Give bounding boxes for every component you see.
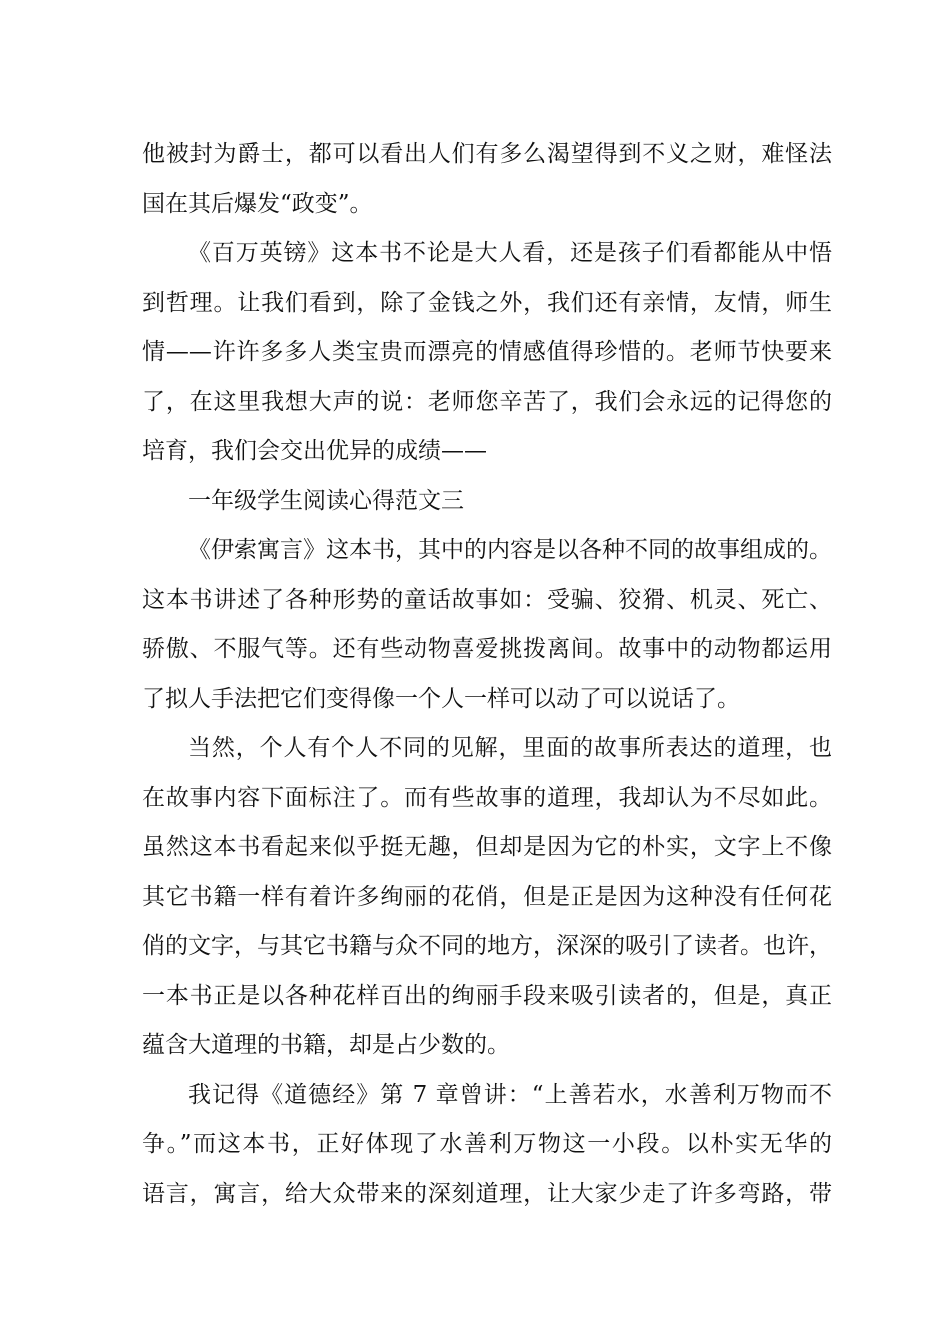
text-line: 培育，我们会交出优异的成绩—— (142, 438, 487, 464)
text-line: 骄傲、不服气等。还有些动物喜爱挑拨离间。故事中的动物都运用 (142, 636, 832, 662)
document-body-text (142, 130, 832, 1219)
text-line: 了，在这里我想大声的说：老师您辛苦了，我们会永远的记得您的 (142, 388, 832, 415)
text-line: 一本书正是以各种花样百出的绚丽手段来吸引读者的，但是，真正 (142, 982, 832, 1009)
text-line: 这本书讲述了各种形势的童话故事如：受骗、狡猾、机灵、死亡、 (142, 586, 832, 613)
text-line: 一年级学生阅读心得范文三 (188, 487, 464, 514)
text-line: 虽然这本书看起来似乎挺无趣，但却是因为它的朴实，文字上不像 (142, 834, 832, 860)
text-line: 《伊索寓言》这本书，其中的内容是以各种不同的故事组成的。 (188, 537, 832, 563)
text-line: 了拟人手法把它们变得像一个人一样可以动了可以说话了。 (142, 685, 740, 712)
text-line: 到哲理。让我们看到，除了金钱之外，我们还有亲情，友情，师生 (142, 289, 832, 316)
text-line: 国在其后爆发“政变”。 (142, 190, 373, 217)
text-line: 争。”而这本书，正好体现了水善利万物这一小段。以朴实无华的 (142, 1131, 832, 1157)
text-line: 俏的文字，与其它书籍与众不同的地方，深深的吸引了读者。也许， (142, 933, 832, 959)
text-line: 语言，寓言，给大众带来的深刻道理，让大家少走了许多弯路，带 (142, 1180, 832, 1207)
text-line: 在故事内容下面标注了。而有些故事的道理，我却认为不尽如此。 (142, 784, 832, 811)
text-line: 《百万英镑》这本书不论是大人看，还是孩子们看都能从中悟 (188, 240, 832, 266)
text-line: 蕴含大道理的书籍，却是占少数的。 (142, 1032, 510, 1058)
text-line: 其它书籍一样有着许多绚丽的花俏，但是正是因为这种没有任何花 (142, 883, 832, 910)
text-line: 我记得《道德经》第 7 章曾讲：“上善若水，水善利万物而不 (188, 1081, 832, 1108)
text-line: 当然，个人有个人不同的见解，里面的故事所表达的道理，也 (188, 735, 832, 761)
text-line: 情——许许多多人类宝贵而漂亮的情感值得珍惜的。老师节快要来 (142, 339, 832, 365)
text-line: 他被封为爵士，都可以看出人们有多么渴望得到不义之财，难怪法 (142, 141, 832, 167)
